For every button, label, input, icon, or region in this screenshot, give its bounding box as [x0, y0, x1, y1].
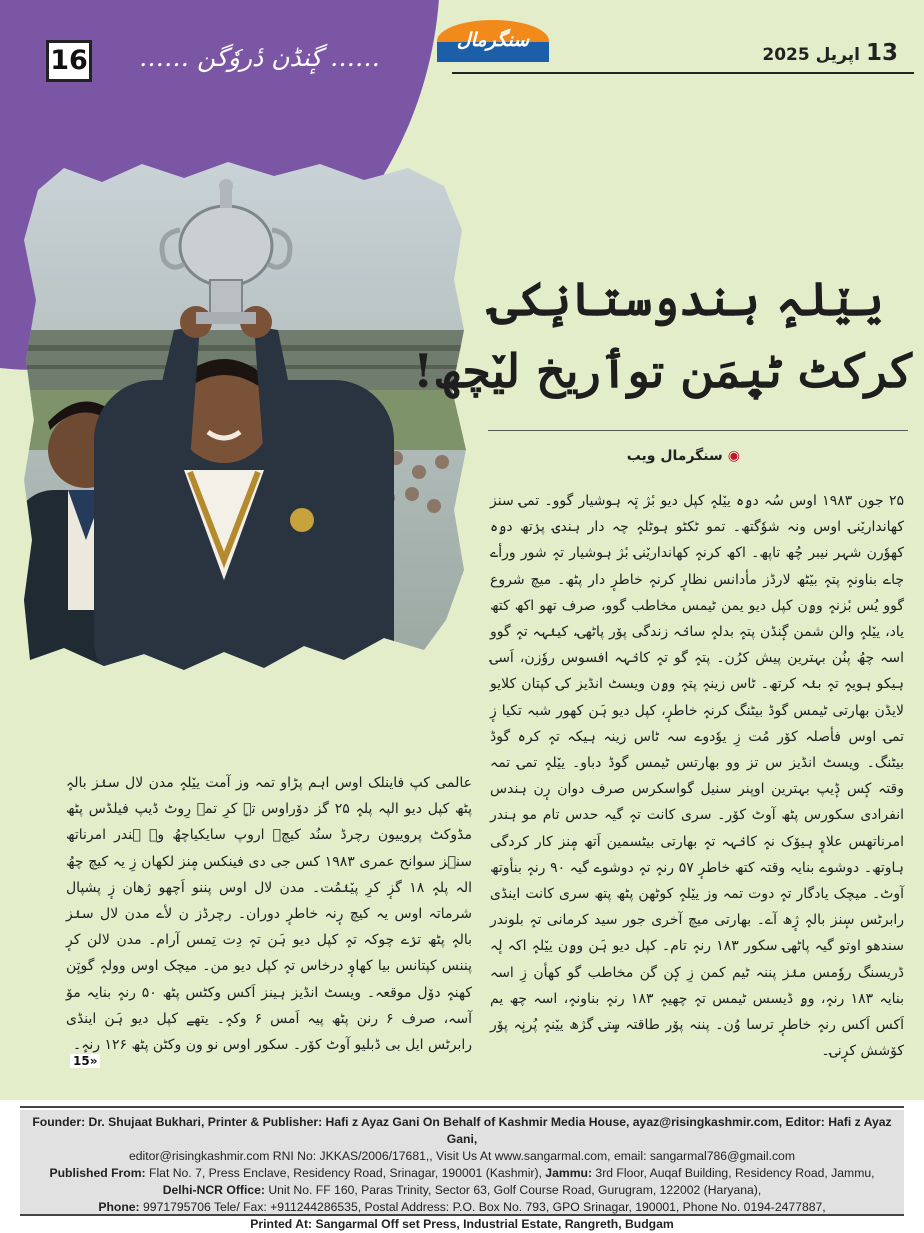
- imprint-line-published: [20, 1165, 904, 1182]
- headline-rule: [488, 430, 908, 431]
- byline: [520, 448, 740, 464]
- trophy-photo: [24, 160, 466, 680]
- section-title: …… گٕنڈن دٔروٗگن ……: [139, 43, 380, 72]
- imprint-line-delhi: [20, 1182, 904, 1199]
- date-day: 13: [865, 40, 898, 66]
- article-text-right: ۲۵ جون ۱۹۸۳ اوس سُہ دۄہ ییٚلہٕ کپل دیو بٔژ تٕہ ہوشیار گوو۔ تمۍ سنز کھانداریٚنۍ اوس ونہ شوٗگتھ۔ تمو ٹکٹو ہوٹلہٕ چہ دار ہندۍ پرٛتھ دۄہ کھوٗرن شہر نیبر چُھ تاپھ۔ اکھ کرنہٕ کھانداریٚنۍ بٔژ ہوشیار تہٕ شور ورأے چاے بناونہٕ پتہٕ بیٚٹھ لارڈز مأدانس نظارٕ کرنہٕ خاطرٕ دار پٹھ۔ میچ شروع گوو یُس بٔزنہٕ وۄن کپل دیو یمن ٹیمس مخاطب گوو، صرف تھو اکھ کتھ یاد، ییٚلہٕ والن شمن گٕنڈن پتہٕ بدلہٕ سانٛہ زندگی پوٚر پاٹھۍ، کینٛہہ تہٕ گوو اسہ چھُ پنُن بہترین پیش کرُن۔ پتہٕ گو تہٕ کانٛہہ افسوس روٗزن، اَسۍ ہیکو ہویہٕ تہٕ بنٛہ کرتھ۔ ٹاس زینہٕ پتہٕ وۄن ویسٹ انڈیز کۍ کپتان کلایو لایڈن بھارتی ٹیمس گوڈ بیٹنگ کرنہٕ خاطرٕ، کپل دیو ہَن کھور شبہ تکیا زٕ تمۍ اوس فأصلہ کوٚر مُت زِ یوٗدوے سہ ٹاس زینہ ہیکہ تہٕ کرہ گوڈ بیٹنگ۔ ویسٹ انڈیز س تز وو بھارتس ٹیمس گوڈ دباو۔ ییٚلہٕ تمۍ تمہ وقتہ کٕس ڈٕیپ بہترین اوپنر سنیل گواسکرس صرف دوان رٕن ہندس انفرادی سکورس پٹھ آوٹ کوٚر۔ سری کانت تہٕ گیہ حدس تام مو ہندر امرناتھس علاوٕ ہیوٚک نہٕ کانٛہہ تہٕ بھارتی بیٹسمین اَتھ مٕنز کار کردگی ہاوتھ۔ دوشوے بنایہ وقتہ کتھ خاطرٕ ۵۷ رنہٕ تہٕ دوشوے گیہ ۹۰ رنہٕ بنأوتھ آوٹ۔ میچک یادگار تہٕ دوت تمہ وز ییٚلہٕ کوٹھن پٹھ پتھ سری کانت اینڈی رابرٹس سٕنز بالہٕ ژٕھ آے۔ بھارتی میچ آخری جور سید کرمانی تہٕ بلوندر سندھو اوتو گیہ پاٹھۍ سکور ۱۸۳ رنہٕ تام۔ کپل دیو ہَن وۄن ییٚلہٕ اکہ لٕہ ڈریسنگ روٗمس منٛز پننہ ٹیم کمن زِ کٕن گن مخاطب گو کھأن زِ اسہ بنایہ ۱۸۳ رنہٕ، وۄ ڈیسس ٹیمس تہٕ چھیہٕ ۱۸۳ رنہٕ بناونہٕ، اسہ چھ یم اَکس اَکس رنہٕ خاطرٕ ترسا وُن۔ پننہ پوٚر طاقتہ سٟتۍ گژھ ییٚنہٕ پُرنٕہ پوٚر کوٚشش کرٕنۍ۔: [490, 493, 905, 1060]
- phone-text: 9971795706 Tele/ Fax: +911244286535, Postal Address: P.O. Box No. 793, GPO Srinagar, 190001, Phone No. 0194-2477887,: [139, 1200, 826, 1214]
- byline-text: سنگرمال ویب: [626, 448, 723, 464]
- continued-on-page-link[interactable]: 15»: [70, 1054, 100, 1068]
- footer-bottom-rule: [20, 1214, 904, 1216]
- sangarmal-logo: [437, 20, 549, 62]
- page-number: 16: [46, 40, 92, 82]
- imprint-line-founder: Founder: Dr. Shujaat Bukhari, Printer & Publisher: Hafi z Ayaz Gani On Behalf of Kashmir Media House, ayaz@risingkashmir.com, Editor: Hafi z Ayaz Gani,: [32, 1115, 892, 1146]
- imprint-footer: [20, 1110, 904, 1231]
- footer-top-rule: [20, 1106, 904, 1108]
- article-column-left: [66, 770, 472, 1058]
- phone-label: Phone:: [98, 1200, 140, 1214]
- location-pin-icon: ◉: [727, 448, 740, 464]
- published-from-label: Published From:: [49, 1166, 146, 1180]
- article-headline: [413, 262, 912, 406]
- header-rule: [452, 72, 914, 74]
- imprint-line-contact: editor@risingkashmir.com RNI No: JKKAS/2006/17681,, Visit Us At www.sangarmal.com, email: sangarmal786@gmail.com: [129, 1149, 795, 1163]
- logo-text: سنگرمال: [456, 29, 530, 51]
- published-from-text: Flat No. 7, Press Enclave, Residency Road, Srinagar, 190001 (Kashmir),: [145, 1166, 546, 1180]
- article-column-right: [490, 488, 904, 1064]
- issue-date: [762, 40, 898, 66]
- headline-line-2: کرکٹ ٹیٖمَن توٲریخ لیٚچھ!: [413, 344, 912, 398]
- headline-line-1: ییٚلہٕ ہندوستانٕکۍ: [490, 272, 884, 326]
- jammu-text: 3rd Floor, Auqaf Building, Residency Road, Jammu,: [592, 1166, 875, 1180]
- delhi-text: Unit No. FF 160, Paras Trinity, Sector 63, Golf Course Road, Gurugram, 122002 (Haryana),: [264, 1183, 762, 1197]
- article-text-left: عالمی کپ فاینلک اوس اہم پڑاو تمہ وز آمت ییٚلہٕ مدن لال سنٛز بالہٕ پٹھ کپل دیو الپہ پلہٕ ۲۵ گز دوٚراوس تہٕ کرِ تمۍ رِوٹ ڈیپ فیلڈس پٹھ مڈوکٹ پروییون رچرڈ سنُد کیچ۔ اروپ سایکیاچھُ وہ ہندر امرناتھ سنٛز سوانح عمری ۱۹۸۳ کس جی دی فینکس مٕنز لکھان زِ یہ کیچ چھُ الہ پلہٕ ۱۸ گزٕ کرِ پیٚنٛمُت۔ مدن لال اوس پننو اَچھو ژھان زٕ پشپال شرماتہ اوس یہ کیچ رٕنہ خاطرٕ دوران۔ رچرڈز ن لأے مدن لال سنٛز بالہٕ پٹھ ترٛے چوکہ تہٕ کپل دیو ہَن تہٕ دِت تِمس آرام۔ مدن لالن کرٕ پننس کپتانس بیا کھاوٕ درخاس تہٕ کپل دیو من۔ میچک اوس وولہٕ گوتٕن کھنہٕ دوٚل موقعہ۔ ویسٹ انڈیز ہینز اَکس وکٹس پٹھ ۵۰ رنہٕ بنایہ موٚ آسہ، صرف ۶ رنن پٹھ پیہ اَمس ۶ وکہٕ۔ یتھے کپل دیو ہَن اینڈی رابرٹس ایل بی ڈبلیو آوٹ کوٚر۔ سکور اوس نو ون وکٹن پٹھ ۱۲۶ رنہٕ۔: [66, 775, 473, 1054]
- jammu-label: Jammu:: [545, 1166, 593, 1180]
- delhi-label: Delhi-NCR Office:: [162, 1183, 265, 1197]
- imprint-line-printed: Printed At: Sangarmal Off set Press, Industrial Estate, Rangreth, Budgam: [250, 1217, 674, 1231]
- date-month-year: اپریل 2025: [762, 45, 860, 65]
